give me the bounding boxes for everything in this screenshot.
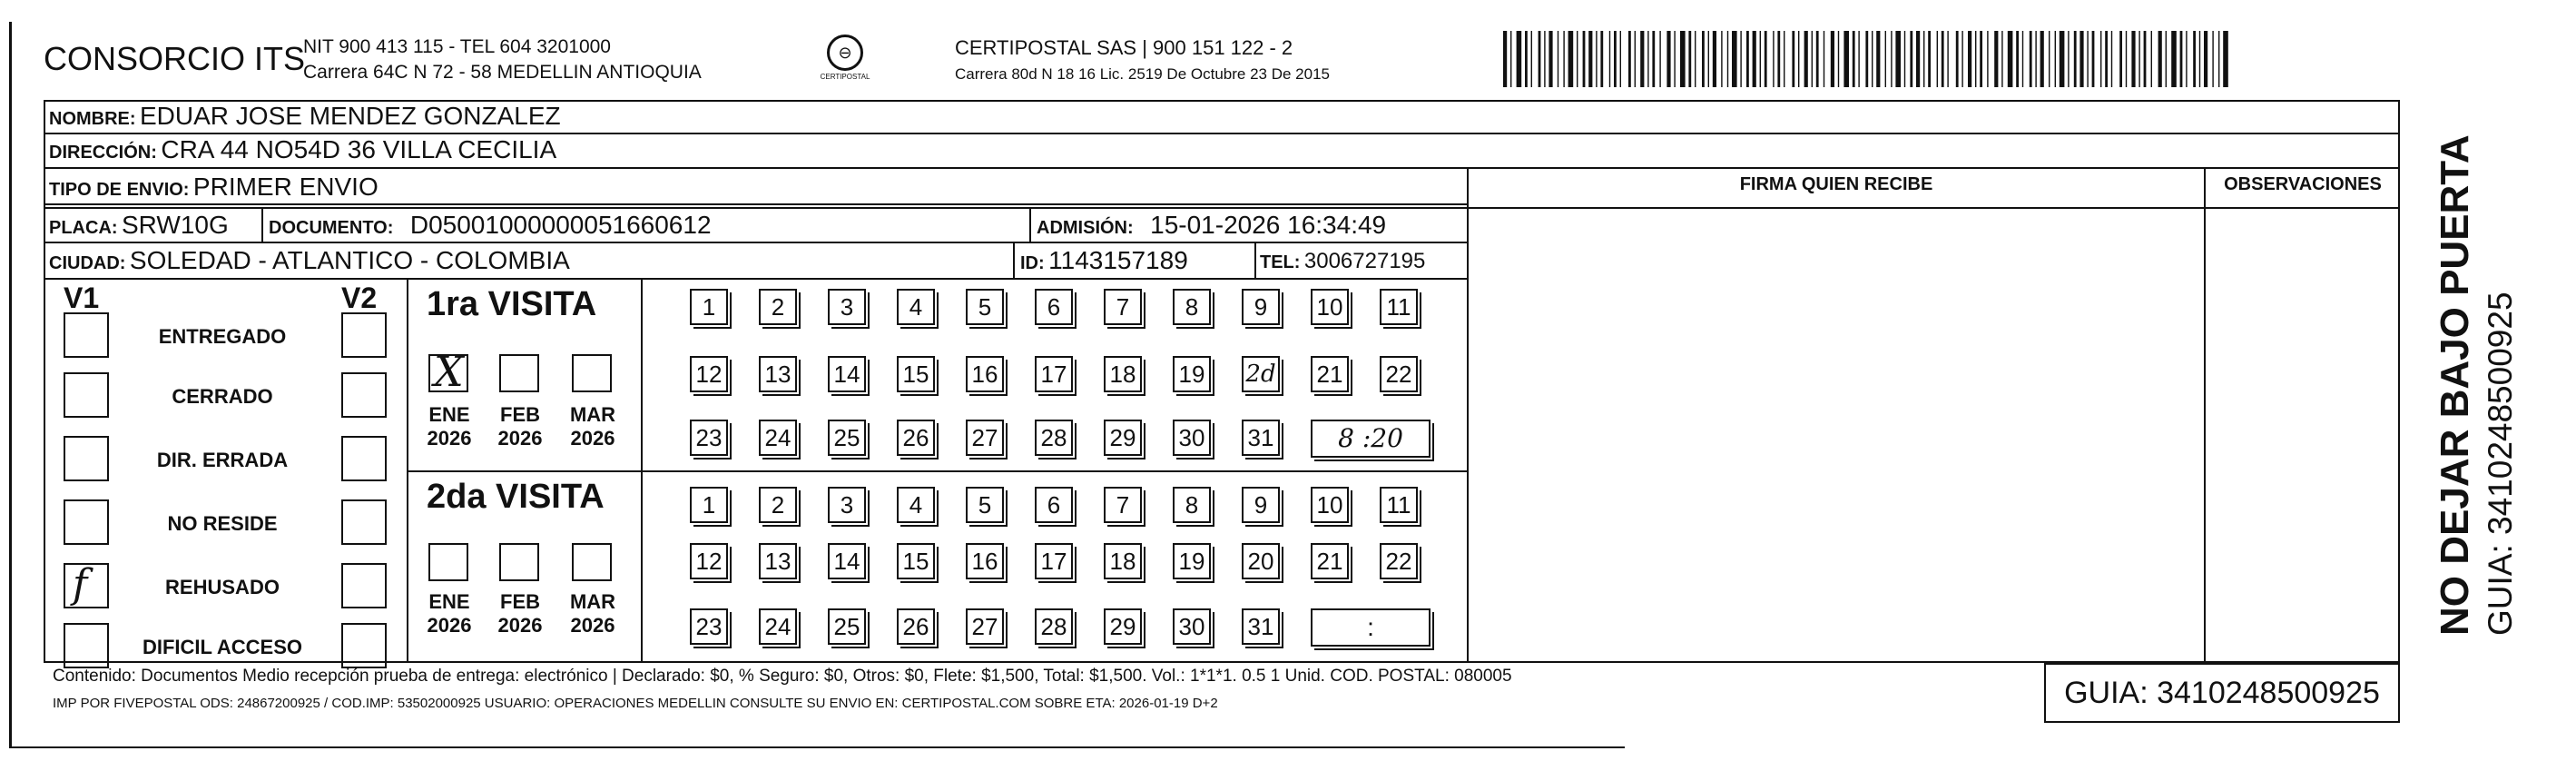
barcode-bar: [1727, 31, 1728, 87]
day-box[interactable]: 3: [828, 487, 866, 523]
tel-field: [1260, 249, 1425, 274]
day-box[interactable]: 21: [1311, 356, 1349, 392]
day-box[interactable]: 12: [690, 356, 728, 392]
v2-checkbox[interactable]: [341, 623, 387, 668]
barcode-bar: [2193, 31, 2196, 87]
day-box[interactable]: 15: [897, 356, 935, 392]
side-notice: [2433, 134, 2520, 636]
barcode-bar: [1620, 31, 1621, 87]
status-label: REHUSADO: [165, 576, 280, 598]
day-box[interactable]: 30: [1173, 420, 1211, 456]
month-checkbox[interactable]: [499, 543, 539, 581]
first-visit-title: 1ra VISITA: [427, 285, 597, 323]
barcode-bar: [1659, 31, 1660, 87]
month-name: ENE: [428, 403, 470, 426]
day-box[interactable]: 31: [1242, 608, 1280, 645]
barcode-bar: [1765, 31, 1767, 87]
day-box[interactable]: 19: [1173, 356, 1211, 392]
barcode-bar: [1667, 31, 1670, 87]
barcode-bar: [1740, 31, 1741, 87]
day-box[interactable]: 9: [1242, 487, 1280, 523]
day-box[interactable]: 21: [1311, 543, 1349, 579]
month-year: 2026: [497, 427, 543, 450]
day-box[interactable]: 4: [897, 289, 935, 325]
barcode-bar: [2158, 31, 2162, 87]
time-box[interactable]: :: [1311, 608, 1431, 647]
day-box[interactable]: 14: [828, 543, 866, 579]
barcode-bar: [1721, 31, 1722, 87]
day-box[interactable]: 1: [690, 487, 728, 523]
guia-number-box: GUIA: 3410248500925: [2044, 663, 2400, 723]
barcode-bar: [1904, 31, 1905, 87]
barcode-bar: [1975, 31, 1976, 87]
barcode-bar: [1885, 31, 1886, 87]
day-box[interactable]: 5: [966, 289, 1004, 325]
month-name: FEB: [500, 590, 540, 613]
day-box[interactable]: 2: [759, 289, 797, 325]
company-info: [303, 35, 702, 85]
day-box[interactable]: 11: [1380, 487, 1418, 523]
barcode-bar: [2022, 31, 2023, 87]
barcode-bar: [1544, 31, 1545, 87]
v2-header: V2: [341, 282, 378, 314]
barcode-bar: [1812, 31, 1813, 87]
observaciones-column-header: OBSERVACIONES: [2224, 174, 2382, 194]
barcode-bar: [2001, 31, 2002, 87]
day-box[interactable]: 10: [1311, 487, 1349, 523]
month-label: [488, 403, 552, 450]
month-checkbox[interactable]: [428, 347, 468, 396]
barcode-bar: [1583, 31, 1586, 87]
barcode-bar: [1798, 31, 1799, 87]
barcode-bar: [2035, 31, 2036, 87]
ciudad-value: SOLEDAD - ATLANTICO - COLOMBIA: [129, 246, 570, 274]
admision-field: [1037, 211, 1386, 240]
v2-checkbox[interactable]: [341, 499, 387, 545]
day-box[interactable]: 3: [828, 289, 866, 325]
direccion-row: [49, 135, 556, 164]
barcode-bar: [1994, 31, 1998, 87]
status-label: CERRADO: [172, 385, 273, 408]
barcode-bar: [1753, 31, 1756, 87]
barcode-bar: [1539, 31, 1541, 87]
barcode-bar: [1680, 31, 1686, 87]
day-box[interactable]: 27: [966, 608, 1004, 645]
month-name: MAR: [569, 590, 616, 613]
barcode-bar: [1816, 31, 1819, 87]
barcode-bar: [1688, 31, 1691, 87]
day-box[interactable]: 8: [1173, 487, 1211, 523]
placa-divider: [261, 207, 263, 242]
day-box[interactable]: 19: [1173, 543, 1211, 579]
logo-emblem-icon: ⊖: [827, 35, 863, 71]
v1-checkbox[interactable]: [64, 499, 109, 545]
day-box[interactable]: 27: [966, 420, 1004, 456]
company-name: CONSORCIO ITS: [44, 40, 306, 77]
barcode-bar: [1510, 31, 1511, 87]
day-box[interactable]: 16: [966, 356, 1004, 392]
id-divider: [1013, 242, 1015, 278]
day-box[interactable]: 18: [1104, 543, 1142, 579]
day-box[interactable]: 6: [1035, 487, 1073, 523]
direccion-value: CRA 44 NO54D 36 VILLA CECILIA: [161, 135, 557, 163]
day-box[interactable]: 13: [759, 543, 797, 579]
barcode-bar: [2040, 31, 2044, 87]
documento-field: [269, 211, 712, 240]
day-box[interactable]: 17: [1035, 356, 1073, 392]
barcode-bar: [2016, 31, 2019, 87]
barcode-bar: [2199, 31, 2200, 87]
day-box[interactable]: 28: [1035, 420, 1073, 456]
barcode-bar: [1652, 31, 1655, 87]
barcode-bar: [1695, 31, 1696, 87]
documento-value: D05001000000051660612: [409, 211, 712, 239]
barcode: [1503, 31, 2233, 87]
barcode-bar: [2030, 31, 2032, 87]
tel-divider: [1254, 242, 1256, 278]
month-label: [561, 403, 624, 450]
barcode-bar: [2087, 31, 2088, 87]
barcode-bar: [2060, 31, 2065, 87]
month-label: [418, 403, 481, 450]
barcode-bar: [1838, 31, 1839, 87]
barcode-bar: [1844, 31, 1849, 87]
barcode-bar: [1708, 31, 1709, 87]
tel-value: 3006727195: [1303, 249, 1426, 273]
placa-label: PLACA:: [49, 218, 118, 238]
postal-license-line: Carrera 80d N 18 16 Lic. 2519 De Octubre 23 De 2015: [955, 65, 1330, 83]
barcode-bar: [2171, 31, 2177, 87]
v1-header: V1: [64, 282, 100, 314]
barcode-bar: [2131, 31, 2135, 87]
barcode-bar: [2144, 31, 2147, 87]
firma-column-header: FIRMA QUIEN RECIBE: [1739, 174, 1933, 194]
barcode-bar: [1713, 31, 1716, 87]
barcode-bar: [1876, 31, 1880, 87]
day-box[interactable]: 5: [966, 487, 1004, 523]
barcode-bar: [1628, 31, 1631, 87]
day-box[interactable]: 15: [897, 543, 935, 579]
month-year: 2026: [570, 427, 615, 450]
month-checkbox[interactable]: [499, 354, 539, 392]
barcode-bar: [1588, 31, 1592, 87]
v2-checkbox[interactable]: [341, 372, 387, 418]
day-box[interactable]: 22: [1380, 356, 1418, 392]
month-label: [488, 590, 552, 637]
day-box[interactable]: 31: [1242, 420, 1280, 456]
nombre-value: EDUAR JOSE MENDEZ GONZALEZ: [140, 102, 561, 130]
barcode-bar: [2119, 31, 2122, 87]
day-box[interactable]: 25: [828, 608, 866, 645]
day-box[interactable]: 8: [1173, 289, 1211, 325]
tipo-envio-value: PRIMER ENVIO: [192, 173, 379, 201]
row-divider: [44, 203, 1469, 205]
month-name: ENE: [428, 590, 470, 613]
day-box[interactable]: 1: [690, 289, 728, 325]
id-field: [1020, 246, 1188, 275]
barcode-bar: [1968, 31, 1971, 87]
day-box[interactable]: 6: [1035, 289, 1073, 325]
frame-left-border: [9, 22, 12, 748]
day-box[interactable]: 23: [690, 608, 728, 645]
barcode-bar: [2186, 31, 2187, 87]
barcode-bar: [2111, 31, 2112, 87]
barcode-bar: [2218, 31, 2219, 87]
logo-text: CERTIPOSTAL: [820, 73, 870, 81]
v1-checkbox[interactable]: [64, 312, 109, 358]
barcode-bar: [1503, 31, 1507, 87]
day-box[interactable]: 26: [897, 420, 935, 456]
barcode-bar: [1937, 31, 1938, 87]
side-guia-text: GUIA: 3410248500925: [2482, 292, 2519, 636]
v1-check-mark: f: [73, 561, 88, 608]
direccion-label: DIRECCIÓN:: [49, 143, 157, 163]
day-box[interactable]: 22: [1380, 543, 1418, 579]
barcode-bar: [2074, 31, 2077, 87]
nombre-row: [49, 102, 561, 131]
barcode-bar: [1525, 31, 1528, 87]
month-year: 2026: [497, 614, 543, 637]
day-box-marked[interactable]: 2d: [1242, 356, 1280, 392]
barcode-bar: [1891, 31, 1892, 87]
v1-checkbox[interactable]: [64, 563, 109, 608]
day-box[interactable]: 2: [759, 487, 797, 523]
barcode-bar: [2166, 31, 2167, 87]
company-address: Carrera 64C N 72 - 58 MEDELLIN ANTIOQUIA: [303, 62, 702, 83]
day-box[interactable]: 29: [1104, 608, 1142, 645]
postal-company-line: CERTIPOSTAL SAS | 900 151 122 - 2: [955, 36, 1293, 59]
no-dejar-bajo-puerta-text: NO DEJAR BAJO PUERTA: [2433, 134, 2477, 636]
v1-checkbox[interactable]: [64, 436, 109, 481]
documento-label: DOCUMENTO:: [269, 218, 394, 238]
month-label: [418, 590, 481, 637]
barcode-bar: [1942, 31, 1944, 87]
month-name: MAR: [569, 403, 616, 426]
day-box[interactable]: 13: [759, 356, 797, 392]
day-box[interactable]: 30: [1173, 608, 1211, 645]
v2-checkbox[interactable]: [341, 563, 387, 608]
day-box[interactable]: 10: [1311, 289, 1349, 325]
frame-bottom-border: [9, 746, 1625, 748]
barcode-bar: [1987, 31, 1988, 87]
placa-field: [49, 211, 229, 240]
barcode-bar: [1596, 31, 1597, 87]
barcode-bar: [1702, 31, 1705, 87]
barcode-bar: [1517, 31, 1522, 87]
barcode-bar: [1760, 31, 1761, 87]
barcode-bar: [1784, 31, 1785, 87]
barcode-bar: [2092, 31, 2095, 87]
barcode-bar: [1777, 31, 1780, 87]
month-year: 2026: [427, 427, 472, 450]
tipo-envio-label: TIPO DE ENVIO:: [49, 180, 190, 200]
barcode-bar: [1923, 31, 1924, 87]
row-divider: [44, 133, 2400, 134]
barcode-bar: [1910, 31, 1912, 87]
day-box[interactable]: 24: [759, 608, 797, 645]
barcode-bar: [1773, 31, 1774, 87]
day-box[interactable]: 20: [1242, 543, 1280, 579]
month-checkbox[interactable]: [572, 354, 612, 392]
barcode-bar: [1872, 31, 1873, 87]
status-label: DIR. ERRADA: [156, 449, 289, 471]
month-checkbox[interactable]: [428, 543, 468, 581]
visit-divider: [407, 470, 1467, 472]
contents-line: Contenido: Documentos Medio recepción prueba de entrega: electrónico | Declarado: $0, % Seguro: $0, Otros: $0, Flete: $1,500, Total: $1,500. Vol.: 1*1*1. 0.5 1 Unid. COD. POSTAL: 080005: [53, 667, 1512, 686]
certipostal-logo: [813, 35, 877, 87]
barcode-bar: [1865, 31, 1868, 87]
day-box[interactable]: 28: [1035, 608, 1073, 645]
barcode-bar: [2138, 31, 2139, 87]
barcode-bar: [1980, 31, 1982, 87]
barcode-bar: [1928, 31, 1931, 87]
tipo-envio-row: [49, 173, 379, 202]
barcode-bar: [1858, 31, 1859, 87]
barcode-bar: [1531, 31, 1532, 87]
day-box[interactable]: 14: [828, 356, 866, 392]
barcode-bar: [1961, 31, 1962, 87]
ciudad-label: CIUDAD:: [49, 253, 126, 273]
barcode-bar: [1635, 31, 1636, 87]
day-box[interactable]: 4: [897, 487, 935, 523]
month-check-mark: X: [434, 347, 464, 396]
day-box[interactable]: 11: [1380, 289, 1418, 325]
id-value: 1143157189: [1048, 246, 1188, 274]
nombre-label: NOMBRE:: [49, 109, 136, 129]
barcode-bar: [1568, 31, 1574, 87]
firma-column-divider: [1467, 167, 1469, 663]
barcode-bar: [2049, 31, 2050, 87]
barcode-bar: [2100, 31, 2101, 87]
barcode-bar: [1792, 31, 1794, 87]
month-label: [561, 590, 624, 637]
barcode-bar: [1614, 31, 1617, 87]
barcode-bar: [1746, 31, 1749, 87]
month-year: 2026: [427, 614, 472, 637]
barcode-bar: [1609, 31, 1610, 87]
observaciones-column-divider: [2204, 167, 2206, 663]
barcode-bar: [1947, 31, 1948, 87]
print-info-line: IMP POR FIVEPOSTAL ODS: 24867200925 / COD.IMP: 53502000925 USUARIO: OPERACIONES MEDELLIN CONSULTE SU ENVIO EN: CERTIPOSTAL.COM SOBRE ETA: 2026-01-19 D+2: [53, 696, 1218, 711]
placa-value: SRW10G: [122, 211, 229, 239]
day-box[interactable]: 25: [828, 420, 866, 456]
tel-label: TEL:: [1260, 252, 1301, 272]
barcode-bar: [1647, 31, 1648, 87]
row-divider: [44, 207, 2400, 209]
v1-checkbox[interactable]: [64, 623, 109, 668]
month-name: FEB: [500, 403, 540, 426]
ciudad-field: [49, 246, 570, 275]
barcode-bar: [1600, 31, 1603, 87]
day-box[interactable]: 12: [690, 543, 728, 579]
barcode-bar: [1577, 31, 1578, 87]
barcode-bar: [1956, 31, 1959, 87]
barcode-bar: [1831, 31, 1834, 87]
id-label: ID:: [1020, 253, 1045, 273]
admision-label: ADMISIÓN:: [1037, 218, 1134, 238]
v2-checkbox[interactable]: [341, 312, 387, 358]
day-box[interactable]: 16: [966, 543, 1004, 579]
barcode-bar: [1732, 31, 1737, 87]
barcode-bar: [2008, 31, 2013, 87]
time-box[interactable]: 8 :20: [1311, 420, 1431, 458]
barcode-bar: [2223, 31, 2228, 87]
admision-value: 15-01-2026 16:34:49: [1150, 211, 1387, 239]
day-box[interactable]: 18: [1104, 356, 1142, 392]
barcode-bar: [2204, 31, 2207, 87]
month-checkbox[interactable]: [572, 543, 612, 581]
status-label: NO RESIDE: [167, 512, 278, 535]
barcode-bar: [2212, 31, 2213, 87]
day-box[interactable]: 17: [1035, 543, 1073, 579]
status-label: ENTREGADO: [158, 325, 287, 348]
day-box[interactable]: 7: [1104, 487, 1142, 523]
barcode-bar: [1674, 31, 1675, 87]
barcode-bar: [2055, 31, 2056, 87]
month-year: 2026: [570, 614, 615, 637]
barcode-bar: [2180, 31, 2183, 87]
v1-checkbox[interactable]: [64, 372, 109, 418]
barcode-bar: [1895, 31, 1901, 87]
status-label: DIFICIL ACCESO: [142, 636, 302, 658]
barcode-bar: [1853, 31, 1855, 87]
barcode-bar: [2068, 31, 2069, 87]
barcode-bar: [2151, 31, 2152, 87]
day-box[interactable]: 24: [759, 420, 797, 456]
barcode-bar: [2079, 31, 2083, 87]
v2-checkbox[interactable]: [341, 436, 387, 481]
company-nit: NIT 900 413 115 - TEL 604 3201000: [303, 36, 611, 57]
row-divider: [44, 167, 2400, 169]
barcode-bar: [2105, 31, 2108, 87]
barcode-bar: [1916, 31, 1920, 87]
barcode-bar: [1549, 31, 1552, 87]
day-box[interactable]: 29: [1104, 420, 1142, 456]
barcode-bar: [1804, 31, 1808, 87]
second-visit-title: 2da VISITA: [427, 478, 605, 516]
row-divider: [44, 278, 1469, 280]
admision-divider: [1029, 207, 1031, 242]
day-box[interactable]: 26: [897, 608, 935, 645]
day-box[interactable]: 9: [1242, 289, 1280, 325]
day-box[interactable]: 23: [690, 420, 728, 456]
barcode-bar: [2126, 31, 2127, 87]
day-box[interactable]: 7: [1104, 289, 1142, 325]
barcode-bar: [1640, 31, 1644, 87]
barcode-bar: [1563, 31, 1564, 87]
